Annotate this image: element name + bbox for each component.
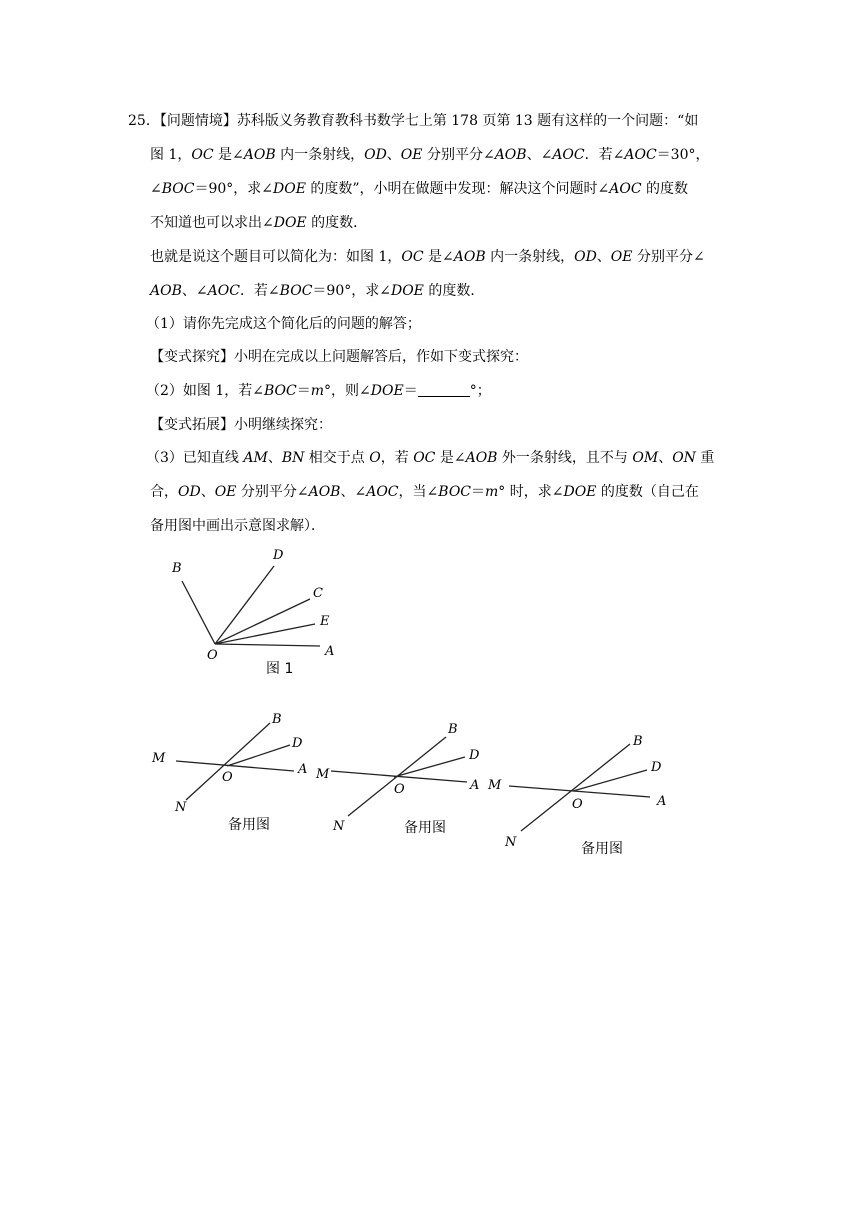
ray-od: [394, 757, 465, 777]
ray-oc: [215, 599, 310, 644]
label-a: A: [470, 778, 480, 793]
problem-line-6: AOB、∠AOC．若∠BOC＝90°，求∠DOE 的度数．: [150, 283, 485, 299]
question-3-line-3: 备用图中画出示意图求解）．: [150, 518, 325, 534]
spare-figure-3-caption: 备用图: [581, 841, 623, 857]
ray-oa: [215, 644, 320, 646]
problem-line-2: 图 1，OC 是∠AOB 内一条射线，OD、OE 分别平分∠AOB、∠AOC．若∠AOC＝30°，: [150, 147, 710, 163]
line-am: [509, 786, 650, 797]
label-a: A: [657, 794, 667, 809]
problem-number: 25．: [128, 113, 160, 129]
label-n: N: [175, 800, 187, 815]
spare-figure-3: [509, 744, 650, 831]
problem-line-3: ∠BOC＝90°，求∠DOE 的度数”，小明在做题中发现：解决这个问题时∠AOC 的度数: [150, 181, 689, 197]
extend-heading: 【变式拓展】: [150, 417, 234, 433]
label-e: E: [320, 614, 330, 629]
spare-figure-1: [176, 723, 294, 800]
label-d: D: [651, 760, 662, 775]
label-d: D: [469, 748, 480, 763]
label-b: B: [448, 722, 458, 737]
label-o: O: [207, 648, 218, 663]
line-bn: [521, 744, 630, 831]
question-2: （2）如图 1，若∠BOC＝m°，则∠DOE＝ °；: [146, 383, 491, 399]
explore-heading: 【变式探究】: [150, 349, 234, 365]
label-n: N: [505, 835, 517, 850]
ray-od: [215, 566, 274, 644]
figure-1: [182, 566, 320, 646]
label-o: O: [572, 797, 583, 812]
spare-figure-2-caption: 备用图: [404, 820, 446, 836]
label-n: N: [333, 819, 345, 834]
ray-ob: [182, 581, 215, 644]
line-am: [331, 771, 467, 782]
label-m: M: [152, 751, 166, 766]
label-d: D: [292, 736, 303, 751]
label-o: O: [394, 782, 405, 797]
problem-line-4: 不知道也可以求出∠DOE 的度数．: [150, 215, 368, 231]
label-m: M: [316, 767, 330, 782]
line-am: [176, 761, 294, 771]
explore-line: 【变式探究】小明在完成以上问题解答后，作如下变式探究：: [150, 349, 528, 365]
problem-line-5: 也就是说这个题目可以简化为：如图 1，OC 是∠AOB 内一条射线，OD、OE 分别平分∠: [150, 249, 705, 265]
problem-intro: 苏科版义务教育教科书数学七上第 178 页第 13 题有这样的一个问题：“如: [236, 113, 699, 129]
line-bn: [186, 723, 270, 800]
label-m: M: [488, 778, 502, 793]
label-c: C: [313, 586, 323, 601]
spare-figure-2: [331, 737, 467, 816]
label-b: B: [272, 712, 282, 727]
label-b: B: [633, 734, 643, 749]
ray-od: [227, 745, 290, 766]
label-a: A: [298, 762, 308, 777]
label-o: O: [222, 770, 233, 785]
problem-heading: 【问题情境】: [159, 113, 237, 129]
label-b: B: [172, 561, 182, 576]
question-3-line-2: 合，OD、OE 分别平分∠AOB、∠AOC，当∠BOC＝m° 时，求∠DOE 的度数（自己在: [150, 484, 699, 500]
extend-line: 【变式拓展】小明继续探究：: [150, 417, 332, 433]
label-a: A: [325, 644, 335, 659]
figure-1-caption: 图 1: [266, 661, 294, 677]
spare-figure-1-caption: 备用图: [228, 817, 270, 833]
question-3-line-1: （3）已知直线 AM、BN 相交于点 O，若 OC 是∠AOB 外一条射线，且不与 OM、ON 重: [146, 450, 715, 466]
ray-oe: [215, 624, 315, 644]
label-d: D: [273, 548, 284, 563]
question-1: （1）请你先完成这个简化后的问题的解答；: [146, 316, 421, 332]
